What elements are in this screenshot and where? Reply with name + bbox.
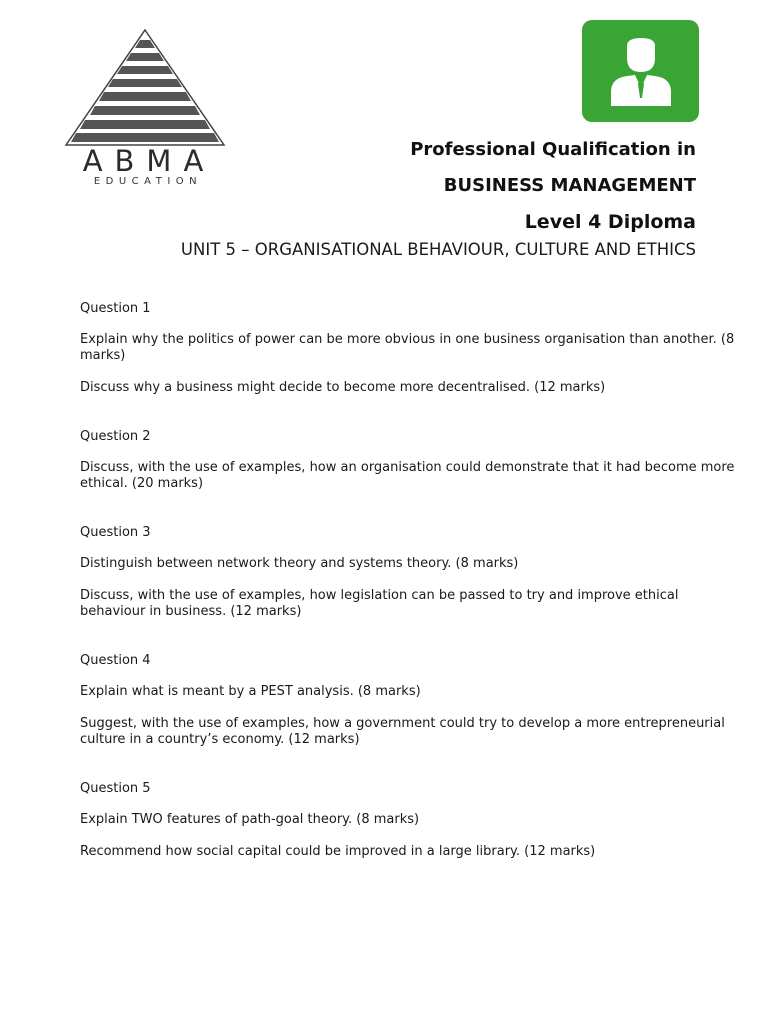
abma-logo (64, 28, 226, 188)
qualification-title (410, 132, 696, 240)
questions-section (80, 300, 740, 892)
question-4 (80, 652, 740, 748)
question-1 (80, 300, 740, 396)
question-part: Explain what is meant by a PEST analysis. (8 marks) (80, 684, 421, 699)
question-3 (80, 524, 740, 620)
logo-wordmark: ABMA (82, 144, 216, 178)
question-5 (80, 780, 740, 860)
unit-title: UNIT 5 – ORGANISATIONAL BEHAVIOUR, CULTURE AND ETHICS (180, 240, 696, 259)
question-2 (80, 428, 740, 492)
question-label: Question 3 (80, 525, 151, 540)
question-label: Question 1 (80, 301, 151, 316)
question-label: Question 2 (80, 429, 151, 444)
question-part: Explain TWO features of path-goal theory. (8 marks) (80, 812, 420, 827)
question-part: Discuss, with the use of examples, how an organisation could demonstrate that it had become more ethical. (20 marks) (80, 460, 735, 491)
title-line-2: BUSINESS MANAGEMENT (443, 175, 696, 196)
question-part: Suggest, with the use of examples, how a government could try to develop a more entrepreneurial culture in a country’s economy. (12 marks) (80, 716, 725, 747)
question-label: Question 4 (80, 653, 151, 668)
question-part: Explain why the politics of power can be more obvious in one business organisation than another. (8 marks) (80, 332, 735, 363)
title-line-1: Professional Qualification in (410, 139, 696, 160)
question-part: Recommend how social capital could be improved in a large library. (12 marks) (80, 844, 596, 859)
question-part: Distinguish between network theory and systems theory. (8 marks) (80, 556, 519, 571)
business-badge (582, 20, 699, 122)
pyramid-icon (64, 28, 226, 148)
businessman-icon (609, 38, 673, 106)
question-label: Question 5 (80, 781, 151, 796)
question-part: Discuss, with the use of examples, how legislation can be passed to try and improve ethical behaviour in business. (12 marks) (80, 588, 679, 619)
logo-subtitle: EDUCATION (93, 176, 203, 187)
question-part: Discuss why a business might decide to become more decentralised. (12 marks) (80, 380, 606, 395)
title-line-3: Level 4 Diploma (524, 211, 696, 233)
